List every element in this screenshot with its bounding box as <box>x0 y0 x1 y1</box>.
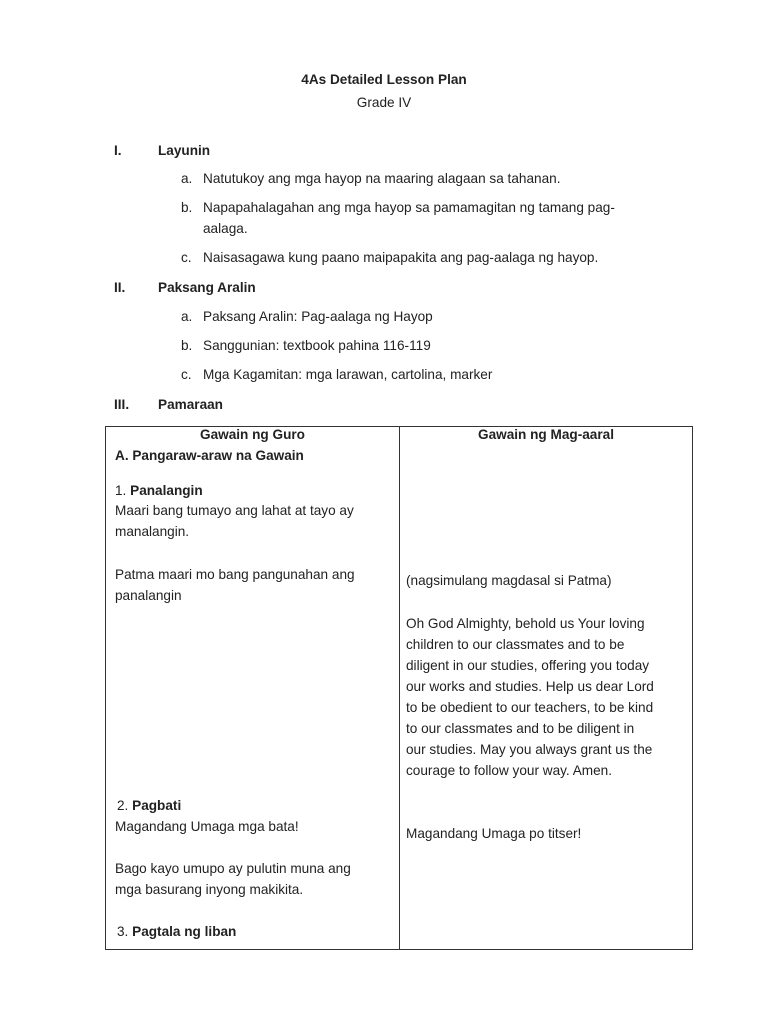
student-prayer-note: (nagsimulang magdasal si Patma) <box>406 573 612 588</box>
grade-level: Grade IV <box>356 95 412 110</box>
student-greeting-reply: Magandang Umaga po titser! <box>406 826 582 841</box>
prayer-line: our studies. May you always grant us the <box>406 742 653 757</box>
step-2-label <box>117 795 181 816</box>
teacher-lead-line-1: Patma maari mo bang pangunahan ang <box>115 567 355 582</box>
section-2-heading: Paksang Aralin <box>158 280 256 295</box>
step-1-label <box>115 480 203 501</box>
topic-a-text: Paksang Aralin: Pag-aalaga ng Hayop <box>203 309 433 324</box>
topic-c-letter: c. <box>181 367 192 382</box>
section-3-number: III. <box>114 397 130 412</box>
step-2-number: 2. <box>117 798 129 813</box>
teacher-cleanup-line-1: Bago kayo umupo ay pulutin muna ang <box>115 861 351 876</box>
prayer-line: our works and studies. Help us dear Lord <box>406 679 654 694</box>
topic-b-text: Sanggunian: textbook pahina 116-119 <box>203 338 431 353</box>
step-1-number: 1. <box>115 483 127 498</box>
prayer-line: to be obedient to our teachers, to be kind <box>406 700 654 715</box>
teacher-prayer-line-2: manalangin. <box>115 524 190 539</box>
topic-a-letter: a. <box>181 309 193 324</box>
section-2-number: II. <box>114 280 126 295</box>
teacher-column-header: Gawain ng Guro <box>200 427 305 442</box>
step-3-number: 3. <box>117 924 129 939</box>
column-divider <box>399 427 400 949</box>
prayer-line: courage to follow your way. Amen. <box>406 763 613 778</box>
teacher-greeting: Magandang Umaga mga bata! <box>115 819 299 834</box>
section-1-number: I. <box>114 143 122 158</box>
step-1-title: Panalangin <box>130 483 203 498</box>
section-1-heading: Layunin <box>158 143 211 158</box>
objective-b-letter: b. <box>181 200 193 215</box>
objective-a-text: Natutukoy ang mga hayop na maaring alagaan sa tahanan. <box>203 171 561 186</box>
prayer-line: to our classmates and to be diligent in <box>406 721 635 736</box>
objective-b-text: Napapahalagahan ang mga hayop sa pamamagitan ng tamang pag- <box>203 200 615 215</box>
prayer-line: children to our classmates and to be <box>406 637 625 652</box>
teacher-lead-line-2: panalangin <box>115 588 182 603</box>
objective-a-letter: a. <box>181 171 193 186</box>
daily-routine-heading: A. Pangaraw-araw na Gawain <box>115 448 304 463</box>
section-3-heading: Pamaraan <box>158 397 223 412</box>
document-title: 4As Detailed Lesson Plan <box>301 72 467 87</box>
prayer-line: diligent in our studies, offering you today <box>406 658 650 673</box>
procedure-table <box>105 426 693 950</box>
prayer-line: Oh God Almighty, behold us Your loving <box>406 616 645 631</box>
teacher-prayer-line-1: Maari bang tumayo ang lahat at tayo ay <box>115 503 354 518</box>
topic-c-text: Mga Kagamitan: mga larawan, cartolina, marker <box>203 367 493 382</box>
step-3-title: Pagtala ng liban <box>132 924 237 939</box>
student-column-header: Gawain ng Mag-aaral <box>478 427 614 442</box>
topic-b-letter: b. <box>181 338 193 353</box>
teacher-cleanup-line-2: mga basurang inyong makikita. <box>115 882 304 897</box>
objective-b-text-cont: aalaga. <box>203 221 248 236</box>
objective-c-text: Naisasagawa kung paano maipapakita ang pag-aalaga ng hayop. <box>203 250 599 265</box>
step-2-title: Pagbati <box>132 798 182 813</box>
objective-c-letter: c. <box>181 250 192 265</box>
step-3-label <box>117 921 236 942</box>
